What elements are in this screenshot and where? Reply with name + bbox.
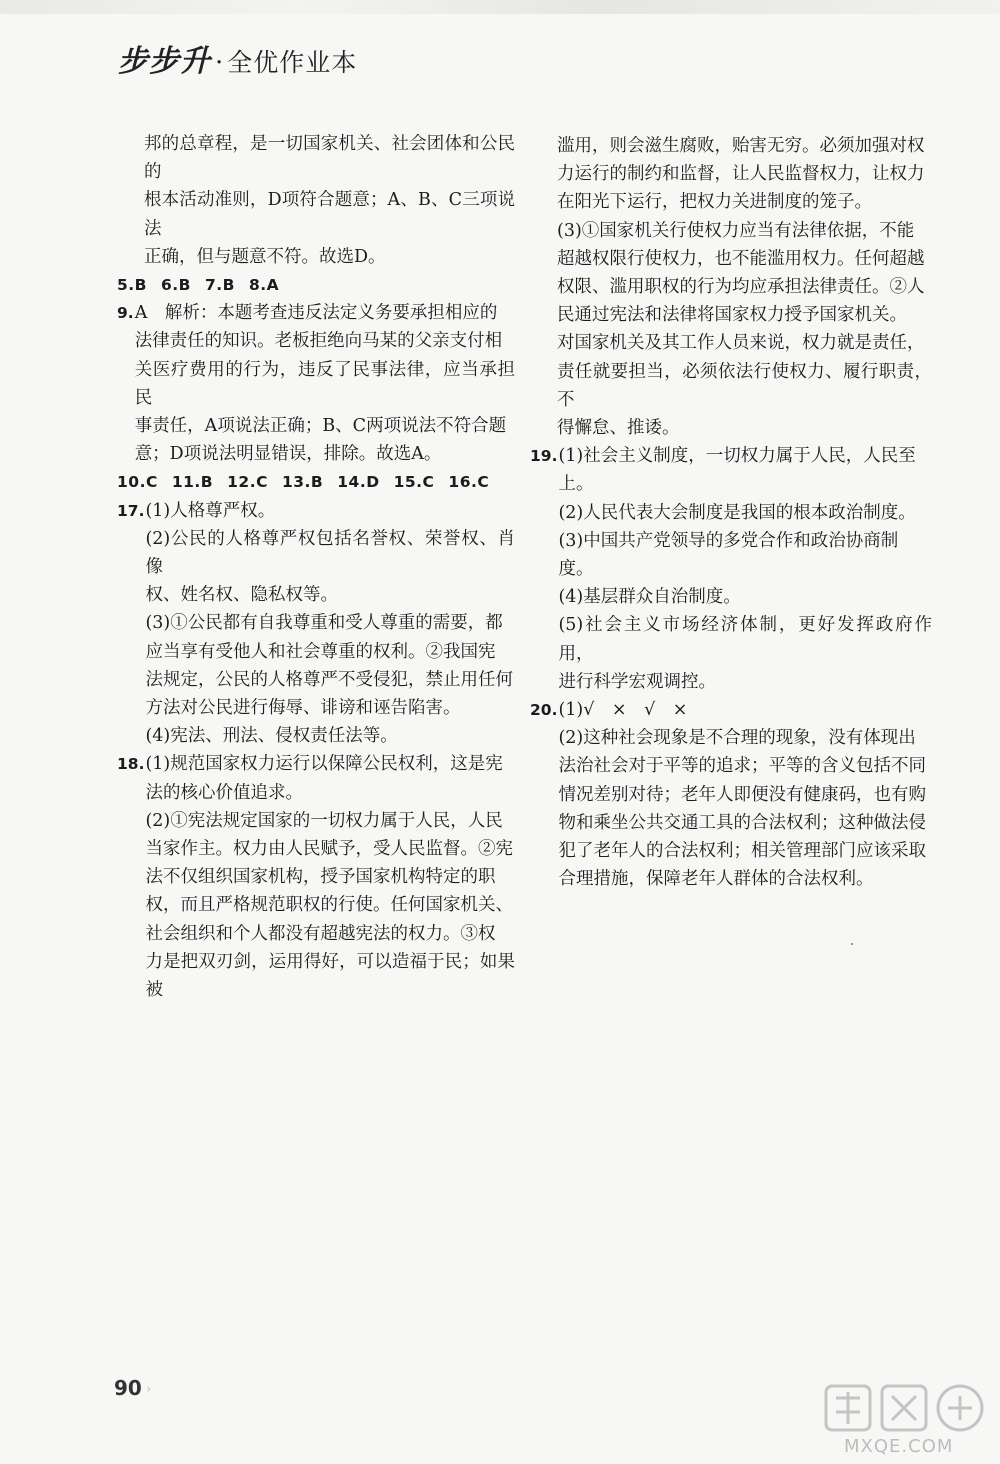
scan-top-edge [0, 0, 1000, 14]
right-column [530, 132, 932, 893]
answer-8: 8.A [249, 276, 280, 295]
text-line: 法规定，公民的人格尊严不受侵犯，禁止用任何 [145, 669, 513, 690]
watermark-text: MXQE.COM [844, 1436, 954, 1457]
answers-10-to-16 [117, 468, 515, 496]
text-line: 犯了老年人的合法权利；相关管理部门应该采取 [558, 841, 926, 862]
text-line: 在阳光下运行，把权力关进制度的笼子。 [557, 192, 872, 213]
text-line: (3)①国家机关行使权力应当有法律依据，不能 [557, 220, 915, 241]
text-line: 社会组织和个人都没有超越宪法的权力。③权 [145, 923, 496, 944]
text-line: 权、姓名权、隐私权等。 [145, 585, 338, 606]
continuation-paragraph [530, 132, 932, 442]
answer-12: 12.C [227, 473, 268, 492]
text-line: 度。 [558, 559, 594, 580]
question-number: 17. [117, 501, 145, 520]
brand-logo-text: 步步升 [118, 44, 211, 79]
text-line: (1)规范国家权力运行以保障公民权利，这是宪 [145, 754, 503, 775]
text-line: 民通过宪法和法律将国家权力授予国家机关。 [557, 305, 907, 326]
question-17 [117, 497, 515, 751]
text-line: 法的核心价值追求。 [145, 782, 303, 803]
text-line: 滥用，则会滋生腐败，贻害无穷。必须加强对权 [557, 136, 925, 156]
text-line: (1)人格尊严权。 [145, 500, 276, 521]
question-number: 20. [530, 701, 558, 720]
text-line: 合理措施，保障老年人群体的合法权利。 [558, 869, 874, 890]
text-line: 当家作主。权力由人民赋予，受人民监督。②宪 [145, 839, 513, 860]
question-18 [117, 750, 515, 1004]
text-line: (3)中国共产党领导的多党合作和政治协商制 [558, 530, 899, 551]
answers-5-to-8 [117, 271, 515, 299]
text-line: A 解析：本题考查违反法定义务要承担相应的 [134, 303, 498, 324]
scan-speck [851, 943, 853, 945]
watermark-logo-icon [822, 1380, 992, 1436]
text-line: 责任就要担当，必须依法行使权力、履行职责，不 [557, 361, 932, 410]
continuation-paragraph [117, 130, 515, 271]
question-20 [530, 696, 932, 893]
book-header [118, 36, 358, 79]
answer-11: 11.B [171, 473, 214, 492]
text-line: (1)社会主义制度，一切权力属于人民，人民至 [558, 446, 916, 467]
book-subtitle: 全优作业本 [227, 48, 358, 77]
answer-16: 16.C [448, 473, 490, 492]
text-line: (2)这种社会现象是不合理的现象，没有体现出 [558, 728, 916, 749]
text-line: (1)√ × √ × [558, 700, 688, 721]
text-line: (2)人民代表大会制度是我国的根本政治制度。 [558, 502, 916, 523]
text-line: 物和乘坐公共交通工具的合法权利；这种做法侵 [558, 812, 926, 833]
text-line: 事责任，A项说法正确；B、C两项说法不符合题 [134, 416, 507, 437]
text-line: 法律责任的知识。老板拒绝向马某的父亲支付相 [134, 331, 503, 352]
text-line: 邦的总章程，是一切国家机关、社会团体和公民的 [144, 134, 515, 183]
text-line: (5)社会主义市场经济体制，更好发挥政府作用， [558, 615, 932, 664]
text-line: 正确，但与题意不符。故选D。 [144, 246, 386, 267]
answer-14: 14.D [337, 473, 380, 492]
answer-6: 6.B [161, 276, 191, 295]
text-line: (3)①公民都有自我尊重和受人尊重的需要，都 [145, 613, 503, 634]
text-line: 意；D项说法明显错误，排除。故选A。 [134, 444, 442, 465]
text-line: 得懈怠、推诿。 [557, 418, 680, 439]
question-9 [117, 299, 515, 468]
answer-15: 15.C [393, 473, 435, 492]
text-line: (2)①宪法规定国家的一切权力属于人民，人民 [145, 810, 503, 831]
text-line: 进行科学宏观调控。 [558, 671, 716, 692]
page-arrow-icon: › [146, 1382, 152, 1397]
text-line: 根本活动准则，D项符合题意；A、B、C三项说法 [144, 190, 515, 239]
question-number: 18. [117, 755, 145, 774]
text-line: 法不仅组织国家机构，授予国家机构特定的职 [145, 867, 496, 888]
text-line: 法治社会对于平等的追求；平等的含义包括不同 [558, 756, 926, 777]
answer-13: 13.B [281, 473, 324, 492]
watermark [822, 1380, 992, 1460]
answer-7: 7.B [205, 276, 235, 295]
text-line: 权，而且严格规范职权的行使。任何国家机关、 [145, 895, 513, 916]
text-line: 方法对公民进行侮辱、诽谤和诬告陷害。 [145, 698, 461, 719]
question-19 [530, 442, 932, 696]
header-separator: · [215, 48, 224, 78]
text-line: (4)宪法、刑法、侵权责任法等。 [145, 726, 398, 747]
text-line: 上。 [558, 474, 594, 495]
text-line: 权限、滥用职权的行为均应承担法律责任。②人 [557, 277, 925, 298]
text-line: 力运行的制约和监督，让人民监督权力，让权力 [557, 164, 925, 185]
text-line: 情况差别对待；老年人即便没有健康码，也有购 [558, 784, 926, 805]
text-line: 关医疗费用的行为，违反了民事法律，应当承担民 [134, 359, 515, 408]
question-number: 9. [117, 304, 134, 323]
text-line: (4)基层群众自治制度。 [558, 587, 741, 608]
text-line: 力是把双刃剑，运用得好，可以造福于民；如果被 [145, 951, 515, 1001]
question-number: 19. [530, 447, 558, 466]
left-column [117, 130, 515, 1004]
answer-10: 10.C [117, 473, 158, 492]
text-line: 应当享有受他人和社会尊重的权利。②我国宪 [145, 641, 496, 662]
page-number: 90 [114, 1376, 142, 1400]
text-line: (2)公民的人格尊严权包括名誉权、荣誉权、肖像 [145, 528, 515, 578]
text-line: 对国家机关及其工作人员来说，权力就是责任， [557, 333, 925, 354]
text-line: 超越权限行使权力，也不能滥用权力。任何超越 [557, 248, 925, 269]
answer-5: 5.B [117, 276, 147, 295]
